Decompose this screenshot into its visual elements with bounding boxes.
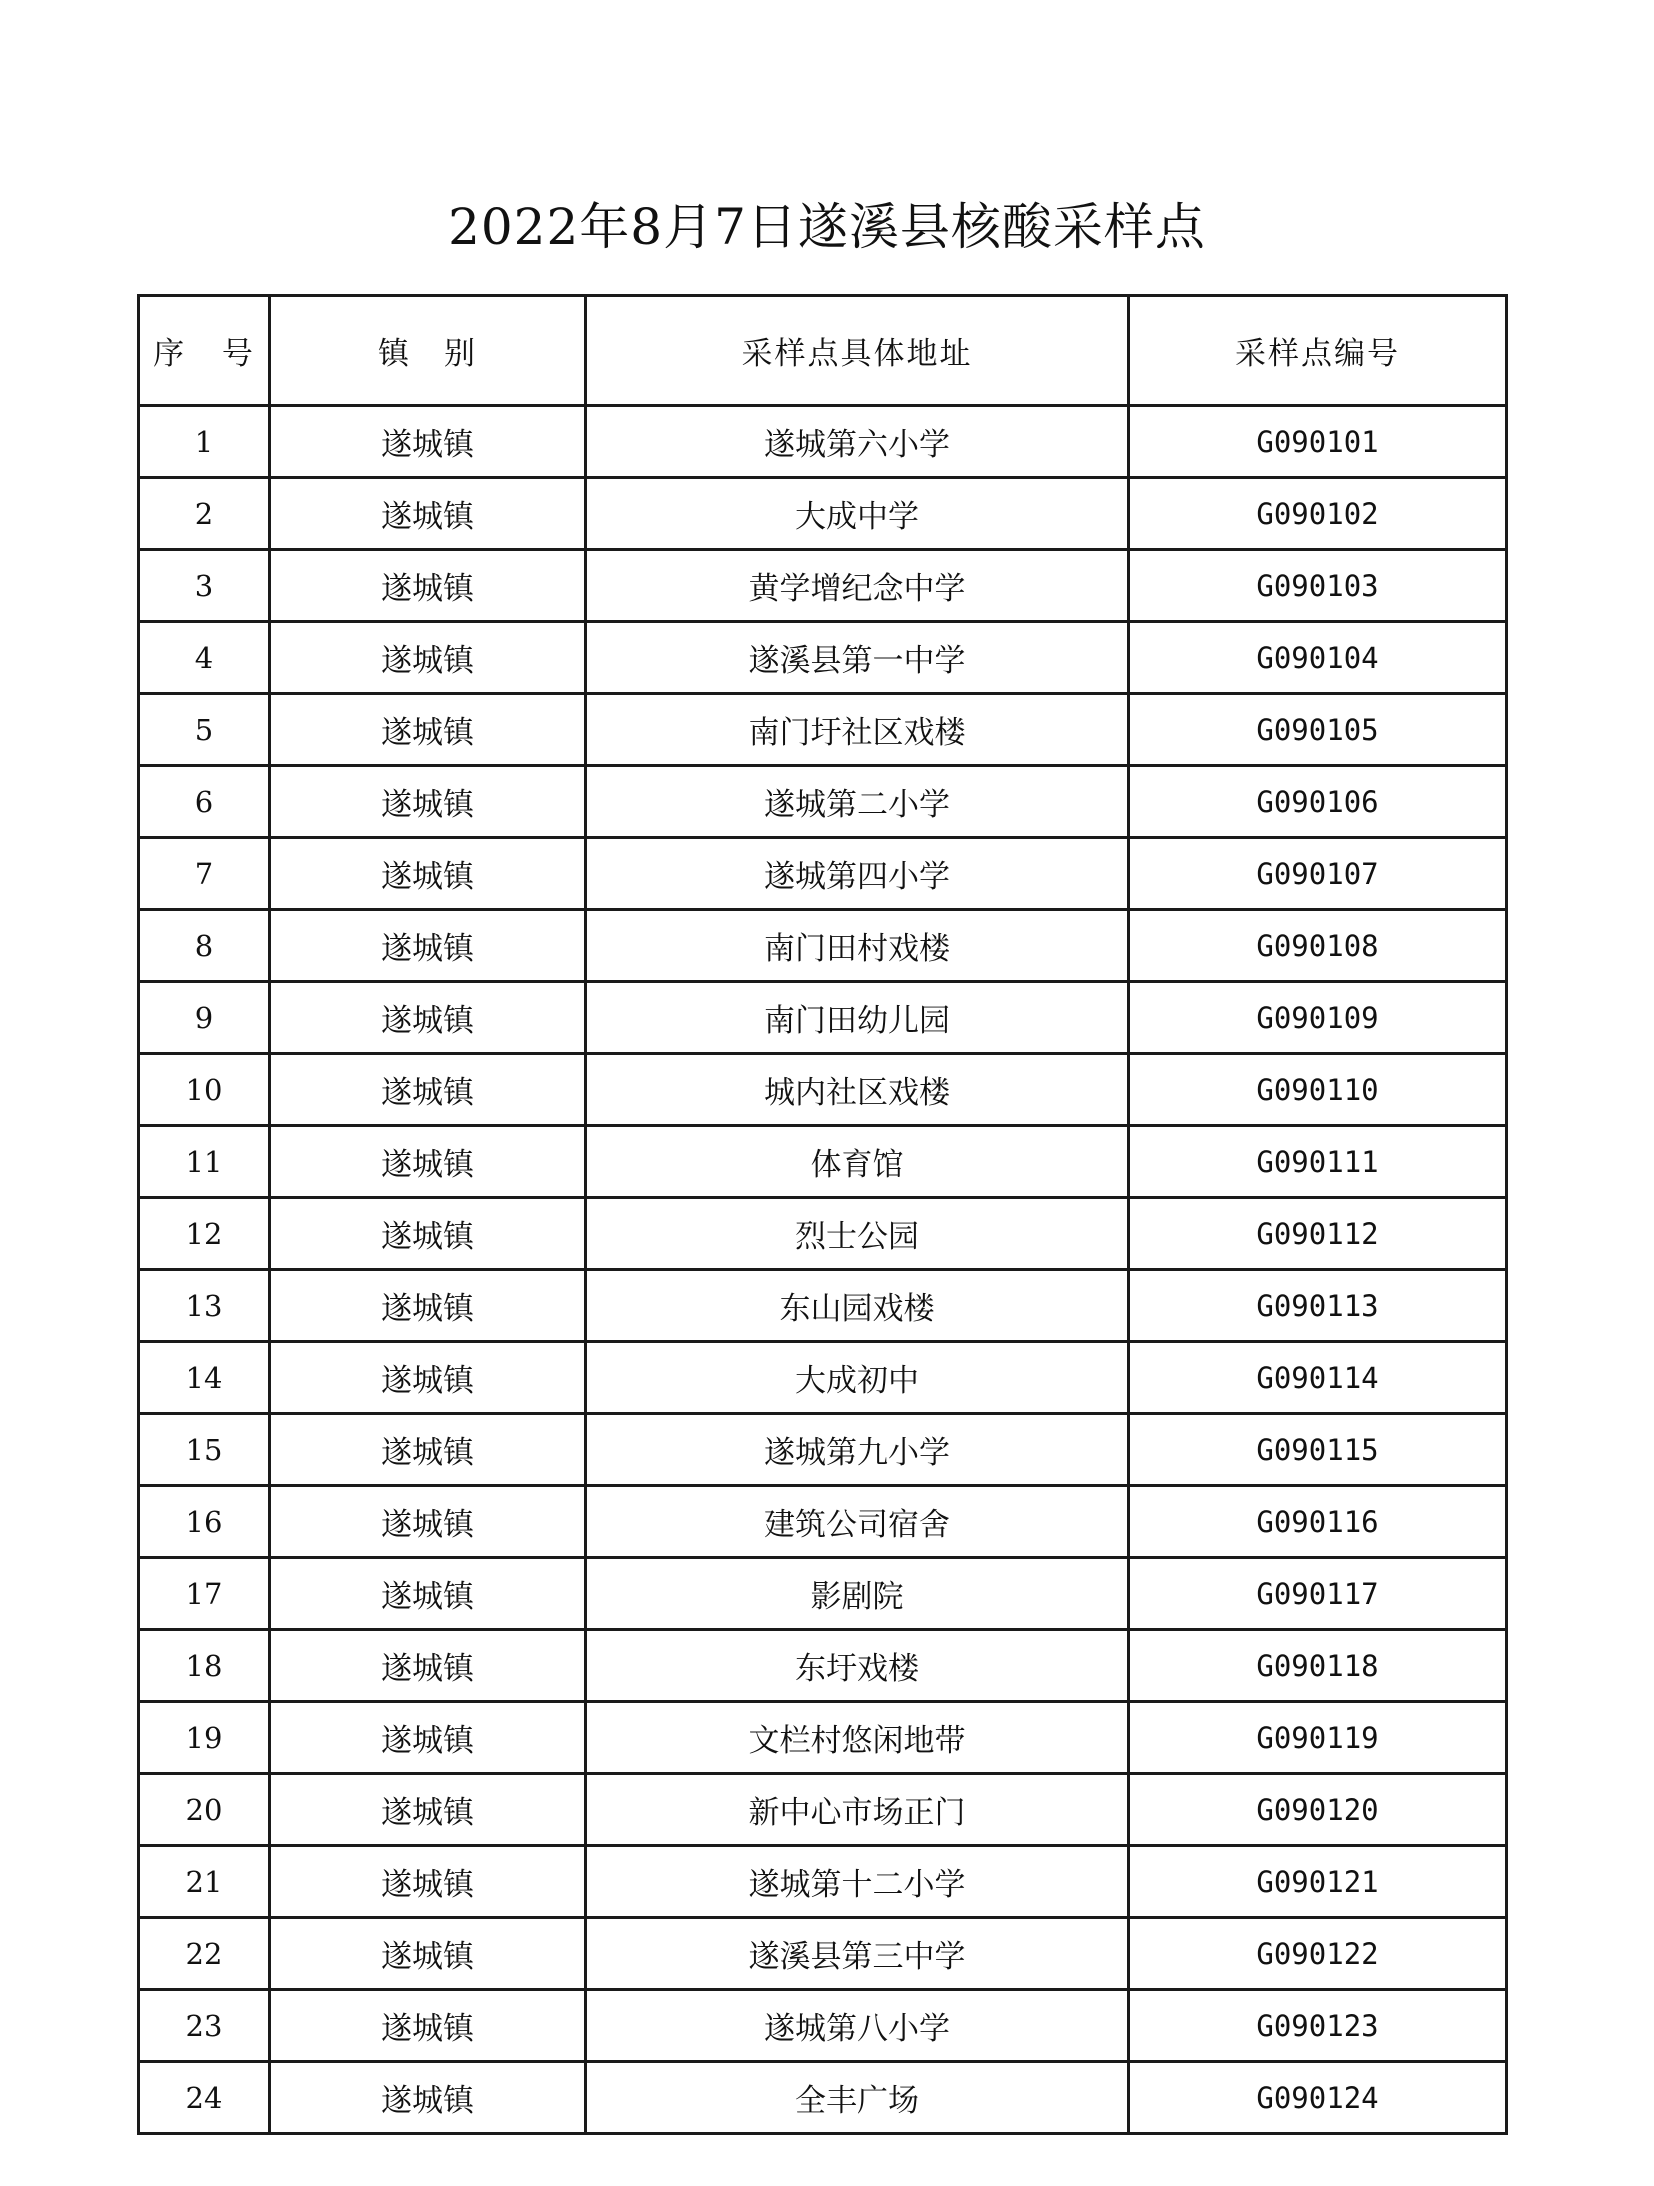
cell-index: 5 <box>139 694 270 766</box>
table-body <box>139 406 1507 2134</box>
cell-code: G090110 <box>1129 1054 1507 1126</box>
cell-index: 3 <box>139 550 270 622</box>
cell-town: 遂城镇 <box>270 766 586 838</box>
cell-code: G090101 <box>1129 406 1507 478</box>
cell-index: 14 <box>139 1342 270 1414</box>
cell-code: G090108 <box>1129 910 1507 982</box>
cell-code: G090102 <box>1129 478 1507 550</box>
cell-index: 13 <box>139 1270 270 1342</box>
cell-index: 9 <box>139 982 270 1054</box>
cell-index: 22 <box>139 1918 270 1990</box>
cell-code: G090105 <box>1129 694 1507 766</box>
cell-index: 16 <box>139 1486 270 1558</box>
cell-code: G090107 <box>1129 838 1507 910</box>
cell-code: G090119 <box>1129 1702 1507 1774</box>
header-row <box>139 296 1507 406</box>
table-row <box>139 1774 1507 1846</box>
cell-index: 15 <box>139 1414 270 1486</box>
cell-code: G090124 <box>1129 2062 1507 2134</box>
cell-town: 遂城镇 <box>270 622 586 694</box>
cell-index: 4 <box>139 622 270 694</box>
cell-index: 19 <box>139 1702 270 1774</box>
cell-address: 南门圩社区戏楼 <box>586 694 1129 766</box>
cell-town: 遂城镇 <box>270 1558 586 1630</box>
header-index: 序 号 <box>139 296 270 406</box>
table-row <box>139 478 1507 550</box>
sampling-sites-table <box>137 294 1508 2135</box>
cell-address: 黄学增纪念中学 <box>586 550 1129 622</box>
cell-code: G090116 <box>1129 1486 1507 1558</box>
cell-address: 体育馆 <box>586 1126 1129 1198</box>
table-row <box>139 1486 1507 1558</box>
cell-address: 东山园戏楼 <box>586 1270 1129 1342</box>
cell-town: 遂城镇 <box>270 1846 586 1918</box>
cell-index: 24 <box>139 2062 270 2134</box>
table-row <box>139 1270 1507 1342</box>
table-row <box>139 838 1507 910</box>
cell-address: 遂城第四小学 <box>586 838 1129 910</box>
cell-code: G090112 <box>1129 1198 1507 1270</box>
cell-code: G090111 <box>1129 1126 1507 1198</box>
cell-index: 20 <box>139 1774 270 1846</box>
cell-code: G090122 <box>1129 1918 1507 1990</box>
header-code: 采样点编号 <box>1129 296 1507 406</box>
cell-town: 遂城镇 <box>270 1270 586 1342</box>
table-row <box>139 1414 1507 1486</box>
cell-address: 遂城第九小学 <box>586 1414 1129 1486</box>
table-row <box>139 1990 1507 2062</box>
cell-index: 2 <box>139 478 270 550</box>
cell-index: 7 <box>139 838 270 910</box>
table-row <box>139 1702 1507 1774</box>
table-row <box>139 1342 1507 1414</box>
cell-address: 城内社区戏楼 <box>586 1054 1129 1126</box>
cell-address: 烈士公园 <box>586 1198 1129 1270</box>
cell-address: 建筑公司宿舍 <box>586 1486 1129 1558</box>
table-header <box>139 296 1507 406</box>
cell-code: G090121 <box>1129 1846 1507 1918</box>
cell-code: G090114 <box>1129 1342 1507 1414</box>
cell-index: 6 <box>139 766 270 838</box>
cell-town: 遂城镇 <box>270 1126 586 1198</box>
cell-index: 10 <box>139 1054 270 1126</box>
table-row <box>139 1630 1507 1702</box>
cell-index: 23 <box>139 1990 270 2062</box>
cell-town: 遂城镇 <box>270 1414 586 1486</box>
cell-town: 遂城镇 <box>270 478 586 550</box>
table-row <box>139 622 1507 694</box>
cell-town: 遂城镇 <box>270 1702 586 1774</box>
cell-town: 遂城镇 <box>270 550 586 622</box>
cell-town: 遂城镇 <box>270 1630 586 1702</box>
cell-town: 遂城镇 <box>270 1054 586 1126</box>
cell-code: G090103 <box>1129 550 1507 622</box>
cell-town: 遂城镇 <box>270 1198 586 1270</box>
header-address: 采样点具体地址 <box>586 296 1129 406</box>
cell-code: G090109 <box>1129 982 1507 1054</box>
table-row <box>139 910 1507 982</box>
cell-town: 遂城镇 <box>270 982 586 1054</box>
table-row <box>139 1918 1507 1990</box>
cell-address: 遂溪县第三中学 <box>586 1918 1129 1990</box>
cell-town: 遂城镇 <box>270 1486 586 1558</box>
cell-index: 21 <box>139 1846 270 1918</box>
cell-town: 遂城镇 <box>270 838 586 910</box>
cell-address: 大成初中 <box>586 1342 1129 1414</box>
cell-code: G090123 <box>1129 1990 1507 2062</box>
cell-index: 11 <box>139 1126 270 1198</box>
cell-address: 南门田幼儿园 <box>586 982 1129 1054</box>
cell-address: 遂溪县第一中学 <box>586 622 1129 694</box>
table-row <box>139 406 1507 478</box>
table-row <box>139 1846 1507 1918</box>
cell-town: 遂城镇 <box>270 1990 586 2062</box>
cell-code: G090113 <box>1129 1270 1507 1342</box>
cell-town: 遂城镇 <box>270 1918 586 1990</box>
cell-address: 文栏村悠闲地带 <box>586 1702 1129 1774</box>
cell-code: G090118 <box>1129 1630 1507 1702</box>
cell-address: 全丰广场 <box>586 2062 1129 2134</box>
document-title: 2022年8月7日遂溪县核酸采样点 <box>448 198 1206 256</box>
cell-address: 遂城第八小学 <box>586 1990 1129 2062</box>
cell-index: 17 <box>139 1558 270 1630</box>
cell-address: 遂城第十二小学 <box>586 1846 1129 1918</box>
table-row <box>139 1558 1507 1630</box>
cell-address: 南门田村戏楼 <box>586 910 1129 982</box>
table-row <box>139 694 1507 766</box>
cell-town: 遂城镇 <box>270 694 586 766</box>
cell-index: 1 <box>139 406 270 478</box>
cell-address: 遂城第六小学 <box>586 406 1129 478</box>
cell-code: G090104 <box>1129 622 1507 694</box>
cell-town: 遂城镇 <box>270 406 586 478</box>
table-row <box>139 982 1507 1054</box>
header-town: 镇 别 <box>270 296 586 406</box>
cell-code: G090115 <box>1129 1414 1507 1486</box>
cell-code: G090106 <box>1129 766 1507 838</box>
table-row <box>139 1126 1507 1198</box>
cell-town: 遂城镇 <box>270 1774 586 1846</box>
table-row <box>139 2062 1507 2134</box>
cell-index: 8 <box>139 910 270 982</box>
cell-address: 影剧院 <box>586 1558 1129 1630</box>
cell-code: G090120 <box>1129 1774 1507 1846</box>
cell-town: 遂城镇 <box>270 2062 586 2134</box>
cell-address: 遂城第二小学 <box>586 766 1129 838</box>
cell-address: 东圩戏楼 <box>586 1630 1129 1702</box>
cell-index: 12 <box>139 1198 270 1270</box>
cell-index: 18 <box>139 1630 270 1702</box>
table-row <box>139 1198 1507 1270</box>
cell-town: 遂城镇 <box>270 910 586 982</box>
cell-address: 大成中学 <box>586 478 1129 550</box>
table-row <box>139 550 1507 622</box>
table-row <box>139 1054 1507 1126</box>
cell-code: G090117 <box>1129 1558 1507 1630</box>
cell-town: 遂城镇 <box>270 1342 586 1414</box>
table-row <box>139 766 1507 838</box>
cell-address: 新中心市场正门 <box>586 1774 1129 1846</box>
